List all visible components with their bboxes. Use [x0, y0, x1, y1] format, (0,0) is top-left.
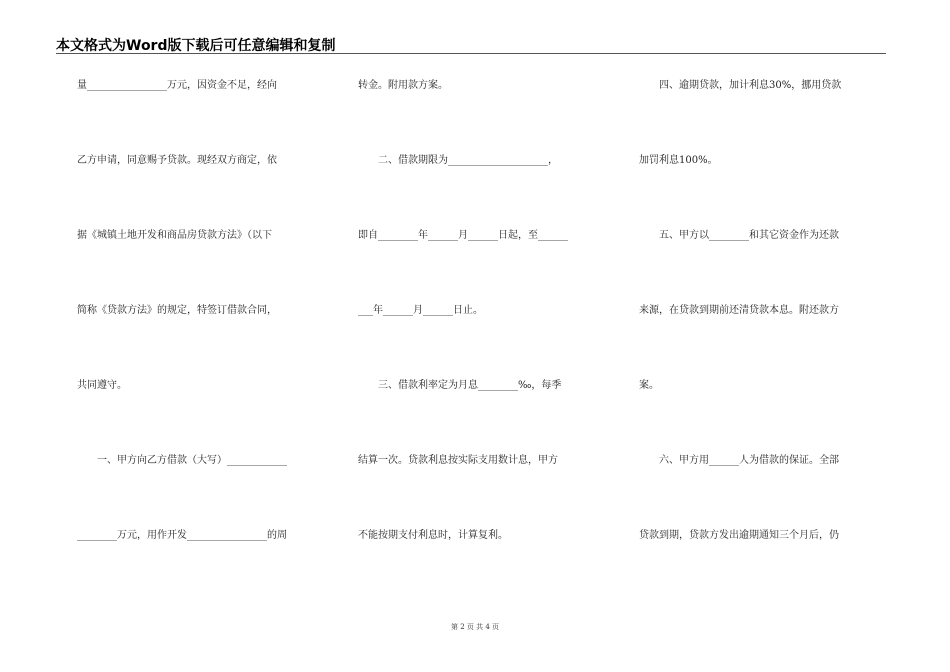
- text-line: 简称《贷款方法》的规定，特签订借款合同，: [77, 305, 277, 316]
- text-line: 不能按期支付利息时，计算复利。: [358, 530, 508, 541]
- text-line: 案。: [639, 380, 659, 391]
- text-line: 五、甲方以________和其它资金作为还款: [639, 230, 839, 241]
- text-line: 贷款到期，贷款方发出逾期通知三个月后，仍: [639, 530, 839, 541]
- text-line: 一、甲方向乙方借款（大写）____________: [77, 455, 287, 466]
- text-line: 三、借款利率定为月息________‰，每季: [358, 380, 562, 391]
- document-header-title: 本文格式为Word版下载后可任意编辑和复制: [56, 38, 336, 54]
- text-line: 量________________万元，因资金不足，经向: [77, 80, 277, 91]
- page-number-footer: 第 2 页 共 4 页: [450, 623, 500, 631]
- text-line: 二、借款期限为____________________，: [358, 155, 558, 166]
- text-line: 即自________年______月______日起，至______: [358, 230, 568, 241]
- text-line: ________万元，用作开发________________的周: [77, 530, 287, 541]
- text-line: 转金。附用款方案。: [358, 80, 448, 91]
- text-line: 结算一次。贷款利息按实际支用数计息，甲方: [358, 455, 558, 466]
- text-line: 乙方申请，同意赐予贷款。现经双方商定，依: [77, 155, 277, 166]
- text-line: 四、逾期贷款，加计利息30%，挪用贷款: [639, 80, 842, 91]
- text-line: 来源，在贷款到期前还清贷款本息。附还款方: [639, 305, 839, 316]
- text-line: ___年______月______日止。: [358, 305, 483, 316]
- header-divider: [56, 53, 886, 54]
- text-line: 六、甲方用______人为借款的保证。全部: [639, 455, 839, 466]
- text-line: 共同遵守。: [77, 380, 127, 391]
- text-line: 据《城镇土地开发和商品房贷款方法》（以下: [77, 230, 272, 241]
- text-line: 加罚利息100%。: [639, 155, 718, 166]
